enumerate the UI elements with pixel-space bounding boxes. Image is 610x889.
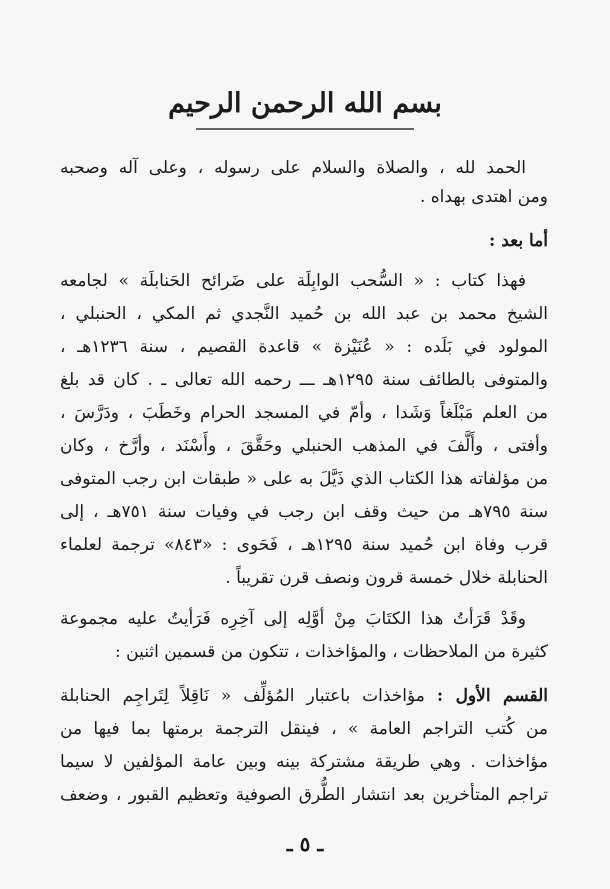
text-line bbox=[60, 683, 548, 709]
text-line: فهذا كتاب : « السُّحب الوابِلَة على ضَرائح الحَنابلَة » لجامعه bbox=[60, 271, 526, 291]
section-lead: أما بعد : bbox=[489, 231, 548, 251]
text-line: وأفتى ، وأَلَّفَ في المذهب الحنبلي وحَقَّقَ ، وأَسْنَد ، وأرَّخ ، وكان bbox=[60, 436, 548, 456]
text-line: الحنابلة خلال خمسة قرون ونصف قرن تقريباً . bbox=[225, 568, 548, 588]
text-line: مؤاخذات . وهي طريقة مشتركة بينه وبين عامة المؤلفين لا سيما bbox=[60, 752, 548, 772]
text-line: تراجم المتأخرين بعد انتشار الطُّرق الصوفية وتعظيم القبور ، وضعف bbox=[60, 785, 548, 805]
page-number: ـ ٥ ـ bbox=[286, 832, 324, 856]
text-line: الشيخ محمد بن عبد الله بن حُميد النَّجدي ثم المكي ، الحنبلي ، bbox=[60, 304, 548, 324]
text-line: من مؤلفاته هذا الكتاب الذي ذَيَّلَ به على « طبقات ابن رجب المتوفى bbox=[60, 469, 548, 489]
text-line: من كُتب التراجم العامة » ، فينقل الترجمة برمتها بما فيها من bbox=[60, 719, 548, 739]
text-line: كثيرة من الملاحظات ، والمؤاخذات ، تتكون من قسمين اثنين : bbox=[115, 642, 548, 662]
text-line: ومن اهتدى بهداه . bbox=[419, 187, 548, 207]
text-line: سنة ٧٩٥هـ من حيث وقف ابن رجب في وفيات سنة ٧٥١هـ ، إلى bbox=[60, 502, 548, 522]
section-one-lead: القسم الأول : bbox=[436, 686, 548, 706]
text-line: المولود في بَلَده : « عُنَيْزة » قاعدة القصيم ، سنة ١٢٣٦هـ ، bbox=[60, 337, 548, 357]
text-line: من العلم مَبْلَغاً وَشَدا ، وأمّ في المسجد الحرام وخَطَبَ ، ودَرَّسَ ، bbox=[60, 403, 548, 423]
text-line: الحمد لله ، والصلاة والسلام على رسوله ، وعلى آله وصحبه bbox=[60, 158, 526, 178]
text-span: مؤاخذات باعتبار المُؤلِّف « نَاقِلاً لِتَراجِم الحنابلة bbox=[60, 686, 437, 706]
basmala-heading: بسم الله الرحمن الرحيم bbox=[168, 88, 442, 119]
text-line: والمتوفى بالطائف سنة ١٢٩٥هـ ـــ رحمه الله تعالى ـ . كان قد بلغ bbox=[60, 370, 548, 390]
basmala-underline bbox=[196, 128, 414, 130]
text-line: قرب وفاة ابن حُميد سنة ١٢٩٥هـ ، فَحَوى : «٨٤٣» ترجمة لعلماء bbox=[60, 535, 548, 555]
text-line: وقَدْ قَرَأتُ هذا الكتَابَ مِنْ أوَّلِه إلى آخِرِه فَرَأيتُ عليه مجموعة bbox=[60, 609, 526, 629]
